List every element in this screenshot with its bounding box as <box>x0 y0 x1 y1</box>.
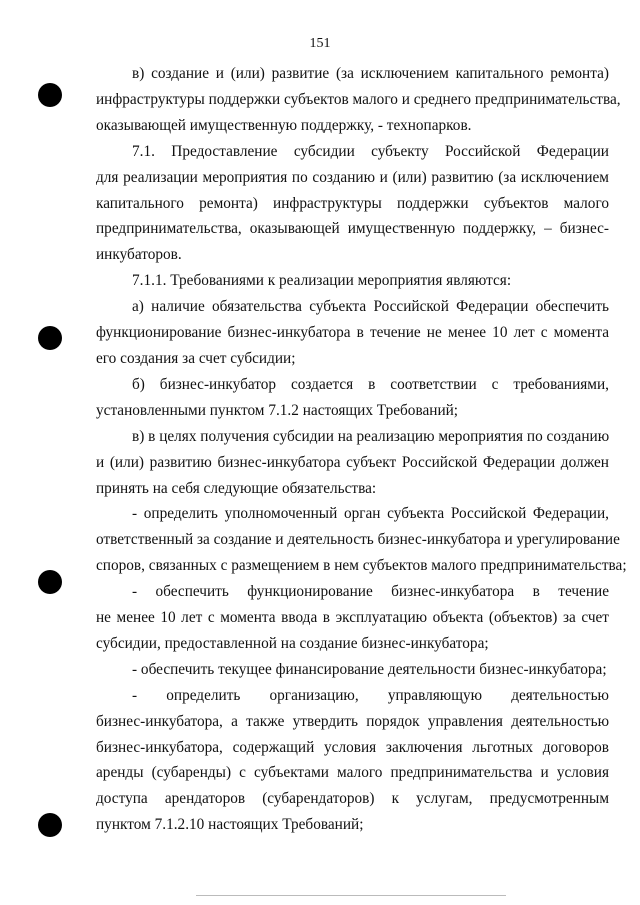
text-line: в) в целях получения субсидии на реализацию мероприятия по созданию <box>132 427 610 445</box>
text-line: инкубаторов. <box>96 246 182 264</box>
text-line: - определить уполномоченный орган субъекта Российской Федерации, <box>132 505 609 523</box>
text-line: оказывающей имущественную поддержку, - технопарков. <box>96 116 472 134</box>
paragraph <box>96 61 621 139</box>
text-line: споров, связанных с размещением в нем субъектов малого предпринимательства; <box>96 557 627 575</box>
paragraph <box>96 657 609 683</box>
text-line: капитального ремонта) инфраструктуры поддержки субъектов малого <box>96 194 609 212</box>
text-line: субсидии, предоставленной на создание бизнес-инкубатора; <box>96 634 489 652</box>
punch-hole-4 <box>38 813 62 837</box>
text-line: бизнес-инкубатора, содержащий условия заключения льготных договоров <box>96 738 609 756</box>
text-line: - определить организацию, управляющую деятельностью <box>132 686 609 704</box>
page-number: 151 <box>309 36 331 51</box>
text-line: бизнес-инкубатора, а также утвердить порядок управления деятельностью <box>96 712 609 730</box>
text-line: инфраструктуры поддержки субъектов малого и среднего предпринимательства, <box>96 90 621 108</box>
paragraph <box>96 579 609 657</box>
text-line: - обеспечить текущее финансирование деятельности бизнес-инкубатора; <box>132 660 607 678</box>
scan-edge-line <box>196 895 506 896</box>
text-line: для реализации мероприятия по созданию и (или) развитию (за исключением <box>96 168 609 186</box>
punch-hole-1 <box>38 83 62 107</box>
text-line: его создания за счет субсидии; <box>96 349 296 367</box>
text-line: ответственный за создание и деятельность бизнес-инкубатора и урегулирование <box>96 531 620 549</box>
text-line: не менее 10 лет с момента ввода в эксплуатацию объекта (объектов) за счет <box>96 609 609 627</box>
paragraph <box>96 294 609 372</box>
text-line: предпринимательства, оказывающей имущественную поддержку, – бизнес- <box>96 220 609 238</box>
text-line: аренды (субаренды) с субъектами малого предпринимательства и условия <box>96 764 609 782</box>
paragraph <box>96 268 609 294</box>
text-line: в) создание и (или) развитие (за исключением капитального ремонта) <box>132 65 609 82</box>
text-line: б) бизнес-инкубатор создается в соответствии с требованиями, <box>132 375 609 393</box>
document-body <box>96 61 627 838</box>
text-line: 7.1. Предоставление субсидии субъекту Российской Федерации <box>132 142 609 160</box>
text-line: пунктом 7.1.2.10 настоящих Требований; <box>96 816 364 834</box>
text-line: и (или) развитию бизнес-инкубатора субъект Российской Федерации должен <box>96 453 609 471</box>
paragraph <box>96 683 609 838</box>
paragraph <box>96 139 609 269</box>
punch-hole-2 <box>38 326 62 350</box>
text-line: а) наличие обязательства субъекта Российской Федерации обеспечить <box>132 298 609 316</box>
paragraph <box>96 501 627 579</box>
paragraph <box>96 372 609 424</box>
paragraph <box>96 424 609 502</box>
text-line: функционирование бизнес-инкубатора в течение не менее 10 лет с момента <box>96 324 609 342</box>
text-line: доступа арендаторов (субарендаторов) к услугам, предусмотренным <box>96 790 609 808</box>
text-line: - обеспечить функционирование бизнес-инкубатора в течение <box>132 583 609 601</box>
text-line: 7.1.1. Требованиями к реализации мероприятия являются: <box>132 272 512 290</box>
punch-hole-3 <box>38 570 62 594</box>
text-line: установленными пунктом 7.1.2 настоящих Требований; <box>96 401 459 419</box>
text-line: принять на себя следующие обязательства: <box>96 479 377 497</box>
